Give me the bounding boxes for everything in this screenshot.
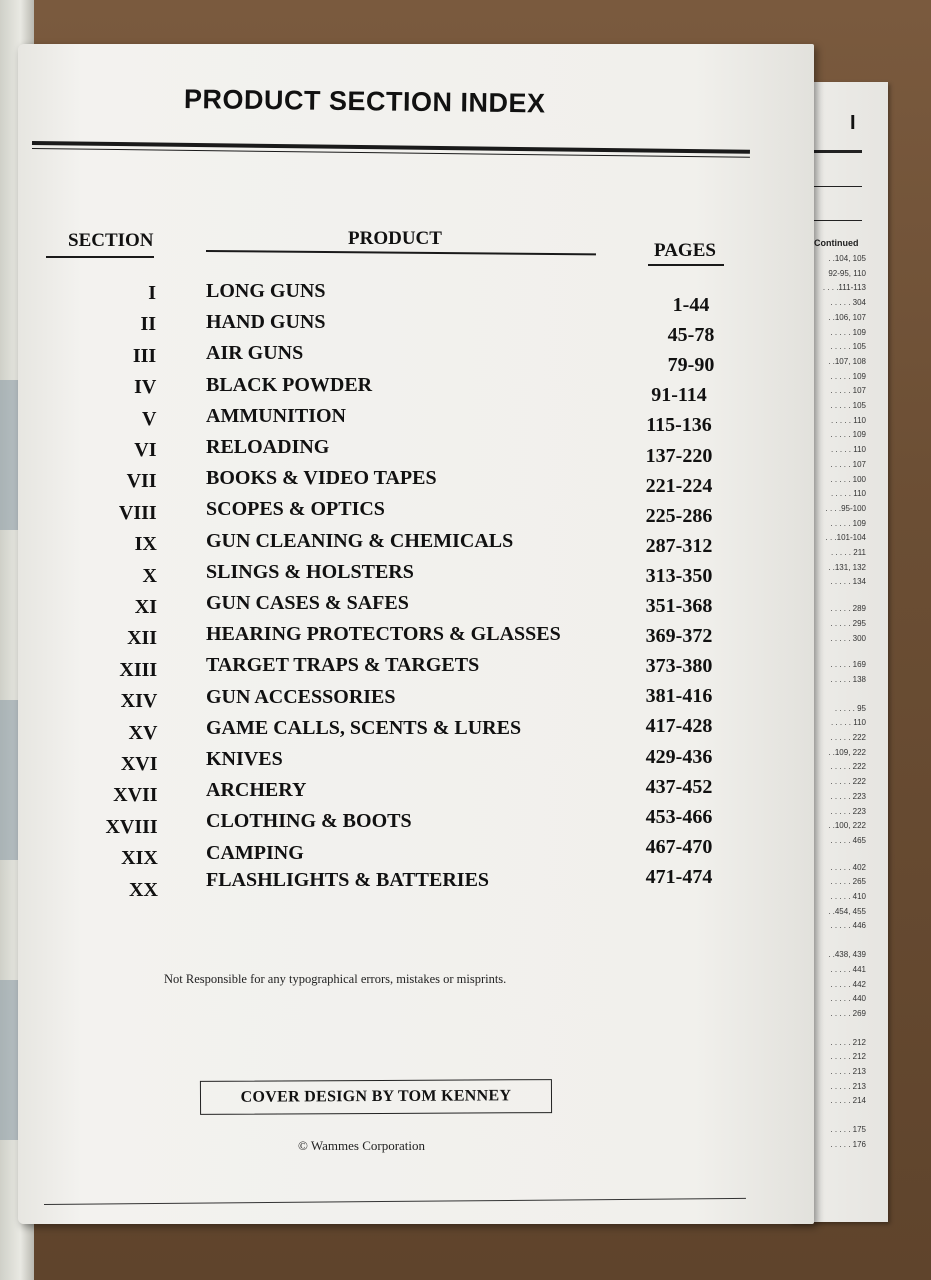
product-name: GAME CALLS, SCENTS & LURES (206, 716, 522, 739)
next-page-entry: . . . . . 176 (830, 1139, 866, 1149)
section-numeral: III (132, 344, 157, 367)
section-numeral: V (141, 407, 157, 430)
product-name: CLOTHING & BOOTS (206, 810, 412, 833)
section-numeral: XII (127, 627, 158, 650)
section-numeral: XI (134, 596, 157, 618)
next-page-entry: . . . . . 465 (830, 835, 866, 845)
disclaimer-text: Not Responsible for any typographical errors, mistakes or misprints. (164, 972, 507, 986)
next-page-entry: . . . .95-100 (825, 503, 866, 513)
section-numeral: XV (128, 721, 158, 744)
next-page-entry: . . . .111-113 (822, 283, 866, 293)
next-page-entry: . . . . . 109 (830, 518, 866, 528)
product-name: HEARING PROTECTORS & GLASSES (206, 623, 561, 646)
section-column-header: SECTION (68, 230, 154, 251)
next-page-entry: . . . . . 110 (831, 415, 866, 425)
next-page-entry: . . . . . 169 (830, 660, 866, 670)
next-page-entry: . . . . . 212 (830, 1052, 866, 1062)
product-name: SLINGS & HOLSTERS (206, 560, 414, 583)
next-page-entry: . .438, 439 (828, 950, 866, 960)
page-range: 79-90 (667, 354, 715, 377)
product-name: BOOKS & VIDEO TAPES (206, 467, 437, 490)
page-range: 45-78 (667, 324, 715, 347)
section-numeral: VI (134, 439, 157, 461)
product-name: HAND GUNS (206, 311, 326, 334)
next-page-rule (812, 220, 862, 221)
page-range: 287-312 (645, 534, 713, 557)
section-header-rule (46, 256, 154, 258)
next-page-entry: . .104, 105 (828, 254, 866, 263)
next-page-entry: . . . . . 109 (830, 371, 866, 381)
next-page-entry: . . . . . 110 (831, 718, 866, 728)
product-name: KNIVES (206, 748, 283, 770)
next-page-entry: 92-95, 110 (828, 268, 866, 278)
page-range: 369-372 (645, 625, 713, 648)
section-numeral: X (142, 564, 157, 587)
page-range: 91-114 (651, 384, 707, 407)
product-name: BLACK POWDER (206, 373, 373, 396)
next-page-entry: . . . . . 107 (830, 386, 866, 396)
next-page-entry: . . . . . 110 (831, 445, 866, 455)
page-range: 437-452 (645, 775, 713, 798)
next-page-entry: . . . . . 100 (830, 474, 866, 484)
next-page-entry: . .454, 455 (828, 906, 866, 916)
next-page-rule (812, 186, 862, 187)
next-page-entry: . . . . . 211 (831, 548, 866, 557)
next-page-entry: . .131, 132 (828, 562, 866, 572)
next-page-entry: . . . . . 410 (830, 892, 866, 901)
next-page-entry: . . . . . 134 (830, 577, 866, 587)
pages-header-rule (648, 264, 724, 266)
next-page-entry: . .106, 107 (828, 312, 866, 322)
pages-column-header: PAGES (654, 240, 716, 261)
cover-credit-box (200, 1079, 552, 1115)
section-numeral: XX (129, 878, 158, 901)
next-page-entry: . . . . . 300 (830, 633, 866, 643)
page-range: 221-224 (645, 474, 713, 497)
product-name: FLASHLIGHTS & BATTERIES (206, 868, 490, 891)
product-name: TARGET TRAPS & TARGETS (206, 654, 480, 677)
next-page-entry: . . . . . 175 (830, 1125, 866, 1135)
bottom-rule (44, 1198, 746, 1205)
page-range: 137-220 (645, 444, 713, 467)
next-page-entry: . . . . . 109 (830, 430, 866, 440)
next-page-entry: . . . . . 446 (830, 921, 866, 931)
next-page-entry: . . . . . 269 (830, 1008, 866, 1018)
next-page-entry: . . . . . 212 (830, 1037, 866, 1047)
section-numeral: XVII (113, 784, 158, 807)
next-page-entry: . . .101-104 (825, 533, 866, 543)
page-range: 351-368 (645, 595, 713, 617)
next-page-entry: . . . . . 222 (830, 733, 866, 742)
product-name: ARCHERY (206, 779, 307, 802)
product-name: GUN CASES & SAFES (206, 592, 409, 614)
product-name: AMMUNITION (206, 404, 346, 427)
page-range: 453-466 (645, 805, 713, 828)
page-range: 1-44 (672, 294, 710, 316)
section-numeral: XVI (120, 753, 158, 775)
section-numeral: XIX (121, 847, 158, 870)
next-page-entry: . . . . . 95 (834, 703, 866, 713)
product-name: GUN CLEANING & CHEMICALS (206, 529, 514, 552)
section-numeral: IV (134, 376, 157, 399)
next-page-entry: . . . . . 402 (830, 862, 866, 872)
section-numeral: VIII (118, 501, 157, 524)
page-range: 373-380 (645, 655, 713, 678)
section-numeral: XIV (120, 690, 158, 713)
index-page (18, 44, 814, 1224)
next-page-entry: . . . . . 440 (830, 994, 866, 1004)
section-numeral: XVIII (105, 815, 158, 838)
copyright-text: © Wammes Corporation (298, 1138, 426, 1153)
next-page-entry: . . . . . 138 (830, 674, 866, 684)
next-page-entry: . . . . . 214 (830, 1096, 866, 1106)
product-name: GUN ACCESSORIES (206, 685, 396, 708)
page-range: 417-428 (645, 715, 713, 738)
section-numeral: VII (126, 470, 157, 493)
next-page-entry: . . . . . 265 (830, 877, 866, 887)
product-name: SCOPES & OPTICS (206, 498, 385, 521)
next-page-entry: . . . . . 213 (830, 1067, 866, 1076)
next-page-entry: . .109, 222 (828, 747, 866, 757)
next-page-section-number: I (850, 112, 856, 134)
page-range: 471-474 (645, 865, 713, 888)
next-page-entry: . . . . . 110 (831, 489, 866, 499)
next-page-entry: . . . . . 222 (830, 777, 866, 787)
next-page-entry: . .100, 222 (828, 821, 866, 831)
next-page-entry: . . . . . 107 (830, 459, 866, 469)
page-range: 313-350 (645, 564, 713, 587)
cover-credit-text: COVER DESIGN BY TOM KENNEY (240, 1087, 512, 1106)
product-name: LONG GUNS (206, 280, 326, 302)
section-numeral: II (140, 313, 157, 336)
product-name: RELOADING (206, 436, 330, 458)
section-numeral: IX (134, 533, 157, 556)
next-page-entry: . . . . . 223 (830, 806, 866, 816)
next-page-entry: . . . . . 222 (830, 762, 866, 772)
next-page-entry: . . . . . 213 (830, 1081, 866, 1091)
next-page-entry: . . . . . 109 (830, 327, 866, 337)
next-page-rule (812, 150, 862, 153)
page-range: 467-470 (645, 835, 713, 858)
next-page-entry: . .107, 108 (828, 356, 866, 366)
page-range: 225-286 (645, 504, 713, 527)
next-page-entry: . . . . . 442 (830, 979, 866, 989)
next-page-entry: . . . . . 289 (830, 604, 866, 614)
product-header-rule (206, 250, 596, 255)
next-page-entry: . . . . . 304 (830, 298, 866, 308)
next-page-entry: . . . . . 105 (830, 401, 866, 410)
next-page-continued: Continued (814, 238, 859, 248)
product-name: CAMPING (206, 841, 304, 864)
next-page-entry: . . . . . 295 (830, 618, 866, 628)
product-column-header: PRODUCT (348, 228, 442, 249)
page-title: PRODUCT SECTION INDEX (183, 84, 546, 119)
product-name: AIR GUNS (206, 342, 304, 365)
section-numeral: XIII (119, 658, 158, 681)
page-range: 381-416 (645, 685, 713, 708)
page-range: 429-436 (645, 745, 713, 768)
section-numeral: I (148, 282, 156, 304)
next-page-entry: . . . . . 105 (830, 342, 866, 352)
next-page-entry: . . . . . 441 (830, 964, 866, 974)
next-page-entry: . . . . . 223 (830, 791, 866, 801)
page-range: 115-136 (646, 414, 712, 437)
